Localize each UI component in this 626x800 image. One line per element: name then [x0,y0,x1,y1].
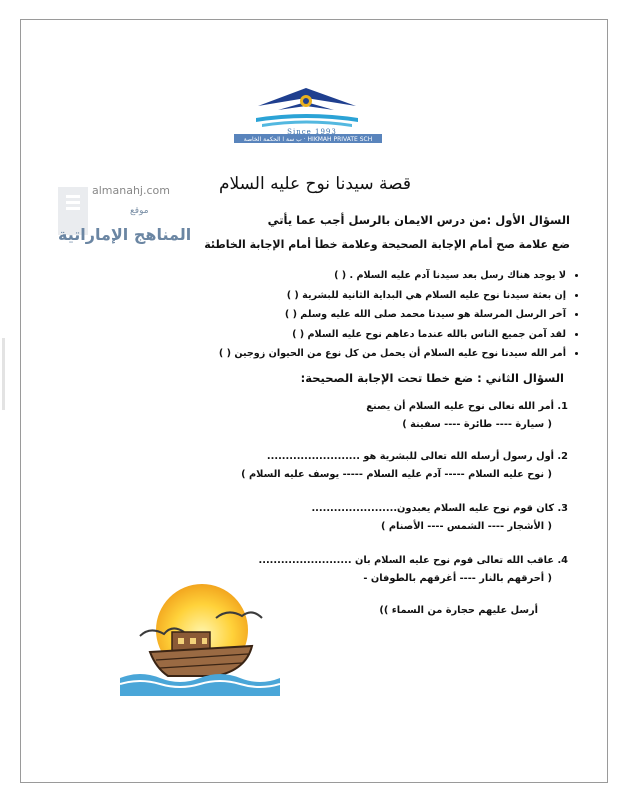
list-item: • أمر الله سيدنا نوح عليه السلام أن يحمل من كل نوع من الحيوان زوجين ( ) [126,344,566,364]
watermark-line1: موقع [130,206,149,216]
school-logo [228,84,388,146]
noah-ark-illustration [120,578,280,696]
section1-heading: السؤال الأول :من درس الايمان بالرسل أجب عما يأتي [267,213,570,227]
question-2 [168,448,568,484]
question-options: ( أحرقهم بالنار ---- أغرقهم بالطوفان - [363,573,552,584]
list-item: • إن بعثة سيدنا نوح عليه السلام هي البداية الثانية للبشرية ( ) [126,286,566,306]
true-false-list [126,266,580,364]
svg-text:ب سة ا الحكمة الخاصة · HIKMAH: ب سة ا الحكمة الخاصة · HIKMAH PRIVATE SCH [243,136,373,143]
question-text: 4. عاقب الله تعالى قوم نوح عليه السلام بان ......................... [258,555,568,566]
question-text: 3. كان قوم نوح عليه السلام يعبدون....................... [311,503,568,514]
question-options: ( نوح عليه السلام ----- آدم عليه السلام ----- يوسف عليه السلام ) [241,469,552,480]
watermark-site: almanahj.com [92,184,170,197]
scroll-indicator [2,338,5,410]
question-text: 2. أول رسول أرسله الله تعالى للبشرية هو ......................... [266,451,568,462]
question-1 [168,398,568,434]
question-options-cont: أرسل عليهم حجارة من السماء )) [379,605,538,616]
list-item: • لقد آمن جميع الناس بالله عندما دعاهم نوح عليه السلام ( ) [126,325,566,345]
question-options: ( الأشجار ---- الشمس ---- الأصنام ) [380,521,552,532]
list-item: • لا يوجد هناك رسل بعد سيدنا آدم عليه السلام . ( ) [126,266,566,286]
question-text: 1. أمر الله تعالى نوح عليه السلام أن يصنع [366,401,568,412]
section1-instruction: ضع علامة صح أمام الإجابة الصحيحة وعلامة خطأ أمام الإجابة الخاطئة [204,238,570,251]
list-item: • آخر الرسل المرسلة هو سيدنا محمد صلى الله عليه وسلم ( ) [126,305,566,325]
section2-heading: السؤال الثاني : ضع خطا تحت الإجابة الصحيحة: [300,371,564,385]
question-3 [168,500,568,536]
question-options: ( سيارة ---- طائرة ---- سفينة ) [402,419,552,430]
watermark-line2: المناهج الإماراتية [58,225,192,244]
page-title: قصة سيدنا نوح عليه السلام [218,174,412,194]
logo-since-text: Since 1993 [287,128,337,136]
